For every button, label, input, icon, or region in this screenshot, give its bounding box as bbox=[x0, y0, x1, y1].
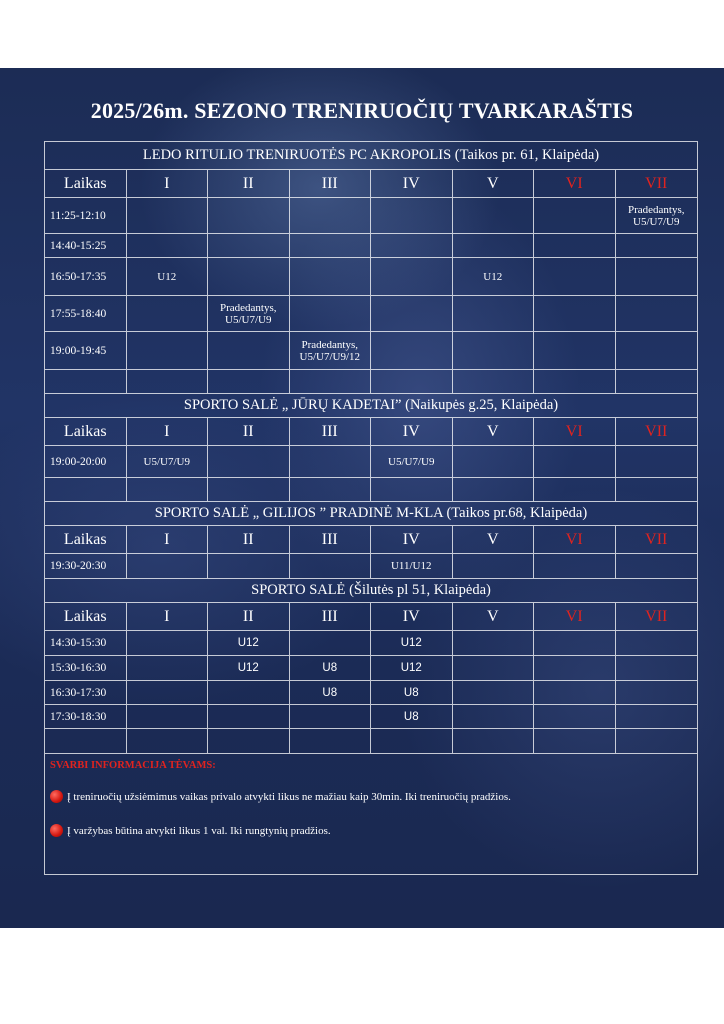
slot-cell bbox=[453, 478, 535, 501]
slot-cell bbox=[616, 554, 698, 578]
table-row bbox=[45, 446, 697, 478]
section-title: SPORTO SALĖ „ JŪRŲ KADETAI” (Naikupės g.25, Klaipėda) bbox=[45, 394, 697, 418]
info-note bbox=[50, 790, 511, 803]
time-cell bbox=[45, 478, 127, 501]
header-day: VII bbox=[645, 607, 668, 625]
table-row bbox=[45, 332, 697, 370]
slot-cell bbox=[127, 681, 209, 704]
slot-cell bbox=[208, 198, 290, 233]
info-panel bbox=[45, 754, 697, 875]
header-day: V bbox=[453, 170, 535, 197]
header-day: I bbox=[127, 418, 209, 445]
slot-cell bbox=[290, 446, 372, 477]
slot-cell bbox=[127, 631, 209, 655]
slot-cell: U12 bbox=[371, 631, 453, 655]
slot-cell bbox=[534, 332, 616, 369]
slot-cell bbox=[616, 705, 698, 728]
slot-cell bbox=[371, 729, 453, 753]
slot-cell bbox=[453, 729, 535, 753]
slot-cell bbox=[453, 296, 535, 331]
slot-cell bbox=[616, 296, 698, 331]
table-row bbox=[45, 554, 697, 579]
slot-cell bbox=[534, 656, 616, 680]
slot-cell bbox=[371, 234, 453, 257]
page-title: 2025/26m. SEZONO TRENIRUOČIŲ TVARKARAŠTIS bbox=[90, 98, 634, 123]
slot-cell bbox=[616, 446, 698, 477]
table-row bbox=[45, 370, 697, 394]
table-row bbox=[45, 681, 697, 705]
info-heading: SVARBI INFORMACIJA TĖVAMS: bbox=[50, 760, 216, 771]
slot-cell bbox=[208, 234, 290, 257]
slot-cell bbox=[127, 729, 209, 753]
slot-cell: U12 bbox=[371, 656, 453, 680]
slot-cell bbox=[616, 370, 698, 393]
slot-cell bbox=[127, 554, 209, 578]
header-day: II bbox=[208, 170, 290, 197]
slot-cell bbox=[127, 198, 209, 233]
slot-cell bbox=[453, 198, 535, 233]
slot-cell bbox=[127, 370, 209, 393]
header-row bbox=[45, 526, 697, 554]
header-day: IV bbox=[371, 526, 453, 553]
header-day: II bbox=[208, 526, 290, 553]
time-cell: 17:30-18:30 bbox=[45, 705, 127, 728]
slot-cell bbox=[616, 631, 698, 655]
slot-cell bbox=[208, 554, 290, 578]
slot-cell bbox=[534, 729, 616, 753]
table-row bbox=[45, 705, 697, 729]
table-row bbox=[45, 258, 697, 296]
info-note bbox=[50, 824, 331, 837]
table-row bbox=[45, 198, 697, 234]
slot-cell bbox=[127, 705, 209, 728]
slot-cell bbox=[290, 554, 372, 578]
slot-cell bbox=[127, 656, 209, 680]
slot-cell bbox=[371, 198, 453, 233]
slot-cell: U8 bbox=[290, 656, 372, 680]
table-row bbox=[45, 656, 697, 681]
header-day: VI bbox=[534, 526, 616, 553]
table-row bbox=[45, 234, 697, 258]
section-title: SPORTO SALĖ „ GILIJOS ” PRADINĖ M-KLA (Taikos pr.68, Klaipėda) bbox=[45, 502, 697, 526]
header-day: III bbox=[290, 418, 372, 445]
slot-cell bbox=[616, 729, 698, 753]
time-cell: 19:00-20:00 bbox=[45, 446, 127, 477]
slot-cell bbox=[534, 681, 616, 704]
time-cell: 17:55-18:40 bbox=[45, 296, 127, 331]
slot-cell: Pradedantys, U5/U7/U9 bbox=[627, 203, 685, 228]
header-day: V bbox=[453, 603, 535, 630]
time-cell bbox=[45, 370, 127, 393]
table-row bbox=[45, 631, 697, 656]
slot-cell bbox=[534, 258, 616, 295]
slot-cell bbox=[290, 258, 372, 295]
slot-cell bbox=[290, 370, 372, 393]
slot-cell bbox=[534, 296, 616, 331]
slot-cell bbox=[453, 705, 535, 728]
slot-cell bbox=[616, 332, 698, 369]
slot-cell bbox=[371, 258, 453, 295]
header-row bbox=[45, 170, 697, 198]
header-day: II bbox=[208, 603, 290, 630]
slot-cell bbox=[208, 370, 290, 393]
slot-cell bbox=[534, 705, 616, 728]
time-cell: 19:30-20:30 bbox=[45, 554, 127, 578]
time-cell: 15:30-16:30 bbox=[45, 656, 127, 680]
header-day: I bbox=[127, 603, 209, 630]
slot-cell bbox=[208, 705, 290, 728]
slot-cell bbox=[453, 234, 535, 257]
header-day: VII bbox=[645, 174, 668, 192]
header-day: IV bbox=[371, 418, 453, 445]
slot-cell: U8 bbox=[371, 681, 453, 704]
slot-cell: U12 bbox=[208, 656, 290, 680]
slot-cell bbox=[616, 656, 698, 680]
slot-cell bbox=[208, 478, 290, 501]
header-time: Laikas bbox=[45, 603, 127, 630]
table-row bbox=[45, 296, 697, 332]
slot-cell: U5/U7/U9 bbox=[371, 446, 453, 477]
slot-cell bbox=[208, 729, 290, 753]
time-cell: 16:50-17:35 bbox=[45, 258, 127, 295]
slot-cell bbox=[453, 554, 535, 578]
slot-cell bbox=[616, 478, 698, 501]
slot-cell bbox=[453, 332, 535, 369]
slot-cell bbox=[371, 370, 453, 393]
slot-cell bbox=[208, 258, 290, 295]
header-day: II bbox=[208, 418, 290, 445]
table-row bbox=[45, 729, 697, 754]
poster-background bbox=[0, 68, 724, 928]
slot-cell bbox=[290, 729, 372, 753]
slot-cell: U11/U12 bbox=[371, 554, 453, 578]
slot-cell bbox=[534, 478, 616, 501]
slot-cell bbox=[127, 332, 209, 369]
slot-cell bbox=[453, 446, 535, 477]
slot-cell bbox=[453, 656, 535, 680]
info-note-text: Į treniruočių užsiėmimus vaikas privalo atvykti likus ne mažiau kaip 30min. Iki treniruočių pradžios. bbox=[67, 790, 511, 803]
header-time: Laikas bbox=[45, 526, 127, 553]
slot-cell: U8 bbox=[371, 705, 453, 728]
slot-cell bbox=[290, 296, 372, 331]
slot-cell bbox=[534, 446, 616, 477]
slot-cell bbox=[534, 198, 616, 233]
header-day: VI bbox=[534, 418, 616, 445]
slot-cell bbox=[127, 478, 209, 501]
slot-cell bbox=[208, 681, 290, 704]
header-day: VII bbox=[645, 530, 668, 548]
header-day: IV bbox=[371, 170, 453, 197]
info-note-text: Į varžybas būtina atvykti likus 1 val. Iki rungtynių pradžios. bbox=[67, 824, 331, 837]
header-time: Laikas bbox=[45, 418, 127, 445]
time-cell: 16:30-17:30 bbox=[45, 681, 127, 704]
slot-cell: U12 bbox=[453, 258, 535, 295]
slot-cell bbox=[453, 681, 535, 704]
slot-cell bbox=[616, 258, 698, 295]
header-day: III bbox=[290, 603, 372, 630]
schedule-table bbox=[44, 141, 698, 875]
slot-cell bbox=[616, 234, 698, 257]
slot-cell bbox=[290, 631, 372, 655]
red-bullet-icon bbox=[50, 824, 63, 837]
red-bullet-icon bbox=[50, 790, 63, 803]
header-day: V bbox=[453, 418, 535, 445]
time-cell: 11:25-12:10 bbox=[45, 198, 127, 233]
header-day: I bbox=[127, 526, 209, 553]
section-title: LEDO RITULIO TRENIRUOTĖS PC AKROPOLIS (Taikos pr. 61, Klaipėda) bbox=[45, 142, 697, 170]
slot-cell: U12 bbox=[127, 258, 209, 295]
slot-cell: Pradedantys, U5/U7/U9 bbox=[208, 296, 290, 331]
header-time: Laikas bbox=[45, 170, 127, 197]
slot-cell bbox=[371, 478, 453, 501]
header-day: III bbox=[290, 526, 372, 553]
slot-cell bbox=[371, 296, 453, 331]
header-row bbox=[45, 603, 697, 631]
time-cell: 14:40-15:25 bbox=[45, 234, 127, 257]
slot-cell bbox=[534, 554, 616, 578]
slot-cell: U8 bbox=[290, 681, 372, 704]
slot-cell bbox=[534, 631, 616, 655]
header-day: V bbox=[453, 526, 535, 553]
slot-cell bbox=[616, 681, 698, 704]
slot-cell bbox=[208, 446, 290, 477]
header-day: VI bbox=[534, 170, 616, 197]
slot-cell bbox=[290, 478, 372, 501]
time-cell: 19:00-19:45 bbox=[45, 332, 127, 369]
slot-cell bbox=[534, 234, 616, 257]
header-day: VI bbox=[534, 603, 616, 630]
header-row bbox=[45, 418, 697, 446]
section-title: SPORTO SALĖ (Šilutės pl 51, Klaipėda) bbox=[45, 579, 697, 603]
header-day: III bbox=[290, 170, 372, 197]
slot-cell bbox=[127, 234, 209, 257]
slot-cell bbox=[453, 370, 535, 393]
slot-cell: Pradedantys, U5/U7/U9/12 bbox=[290, 332, 372, 369]
header-day: IV bbox=[371, 603, 453, 630]
slot-cell bbox=[534, 370, 616, 393]
slot-cell bbox=[371, 332, 453, 369]
slot-cell bbox=[127, 296, 209, 331]
slot-cell: U5/U7/U9 bbox=[127, 446, 209, 477]
slot-cell bbox=[290, 198, 372, 233]
header-day: VII bbox=[645, 422, 668, 440]
slot-cell bbox=[290, 705, 372, 728]
slot-cell bbox=[208, 332, 290, 369]
header-day: I bbox=[127, 170, 209, 197]
time-cell bbox=[45, 729, 127, 753]
slot-cell bbox=[453, 631, 535, 655]
table-row bbox=[45, 478, 697, 502]
slot-cell bbox=[290, 234, 372, 257]
slot-cell: U12 bbox=[208, 631, 290, 655]
time-cell: 14:30-15:30 bbox=[45, 631, 127, 655]
